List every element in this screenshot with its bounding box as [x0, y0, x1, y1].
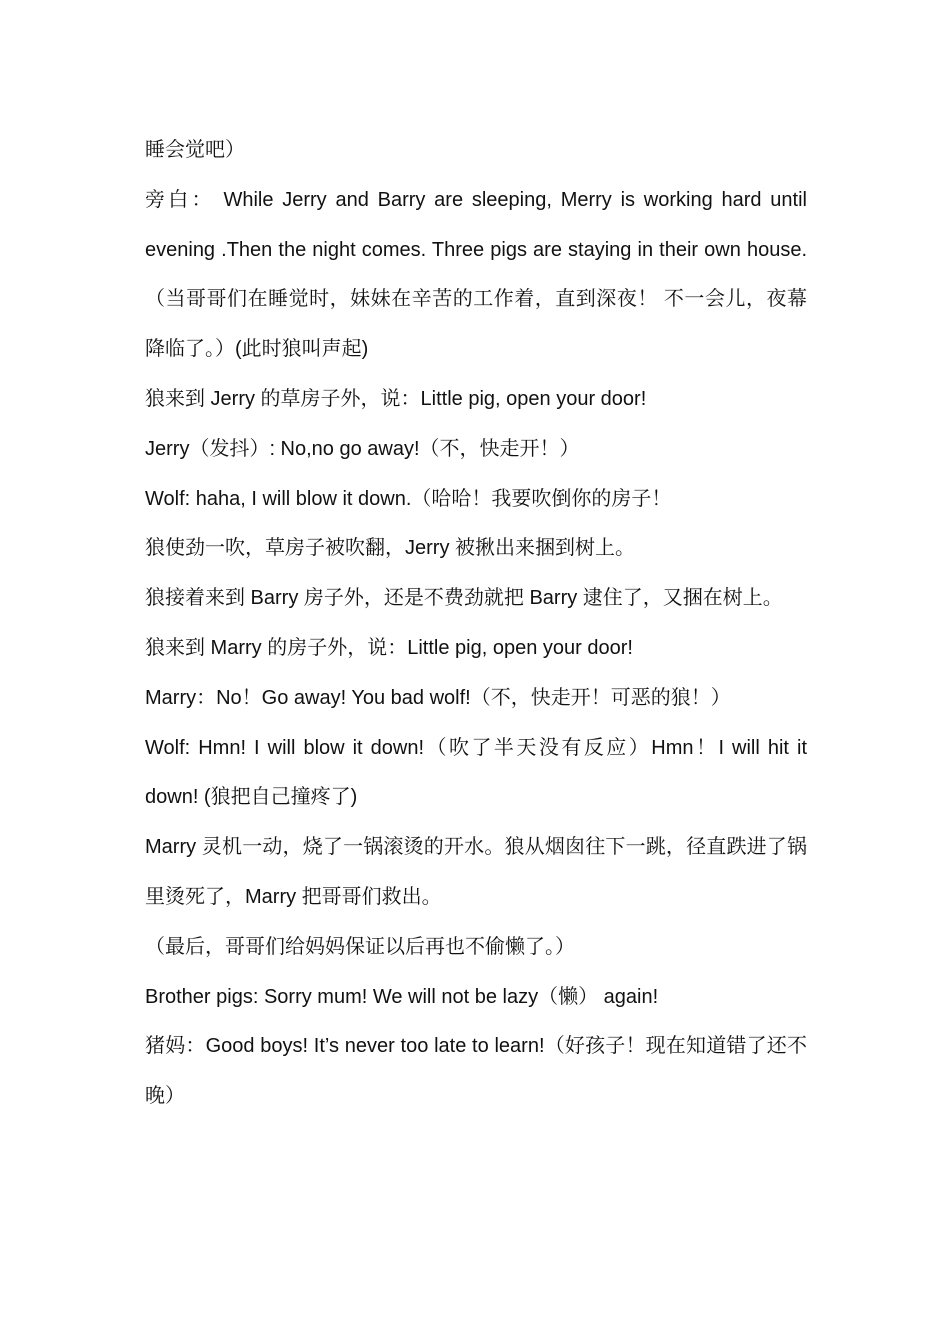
paragraph-4: Jerry（发抖）: No,no go away!（不，快走开！）: [145, 437, 580, 460]
paragraph-6: 狼使劲一吹，草房子被吹翻，Jerry 被揪出来捆到树上。: [145, 537, 635, 560]
paragraph-10: Wolf: Hmn! I will blow it down!（吹了半天没有反应）Hmn！I will hit it down! (狼把自己撞疼了): [145, 736, 807, 809]
paragraph-5: Wolf: haha, I will blow it down.（哈哈！我要吹倒你的房子！: [145, 487, 672, 510]
paragraph-12: （最后，哥哥们给妈妈保证以后再也不偷懒了。）: [145, 935, 575, 958]
paragraph-14: 猪妈：Good boys! It’s never too late to learn!（好孩子！现在知道错了还不晚）: [145, 1035, 807, 1108]
paragraph-2: 旁白： While Jerry and Barry are sleeping, Merry is working hard until evening .Then the night comes. Three pigs are staying in their own house.（当哥哥们在睡觉时，妹妹在辛苦的工作着，直到深夜！ 不一会儿，夜幕降临了。）(此时狼叫声起): [145, 188, 807, 361]
paragraph-3: 狼来到 Jerry 的草房子外，说：Little pig, open your door!: [145, 387, 647, 410]
document-body: [145, 126, 807, 1122]
paragraph-1: 睡会觉吧）: [145, 139, 245, 161]
paragraph-13: Brother pigs: Sorry mum! We will not be lazy（懒） again!: [145, 985, 659, 1008]
paragraph-8: 狼来到 Marry 的房子外，说：Little pig, open your door!: [145, 636, 633, 659]
paragraph-7: 狼接着来到 Barry 房子外，还是不费劲就把 Barry 逮住了，又捆在树上。: [145, 587, 783, 610]
paragraph-11: Marry 灵机一动，烧了一锅滚烫的开水。狼从烟囱往下一跳，径直跌进了锅里烫死了，Marry 把哥哥们救出。: [145, 836, 807, 908]
paragraph-9: Marry：No！Go away! You bad wolf!（不，快走开！可恶的狼！）: [145, 686, 731, 709]
